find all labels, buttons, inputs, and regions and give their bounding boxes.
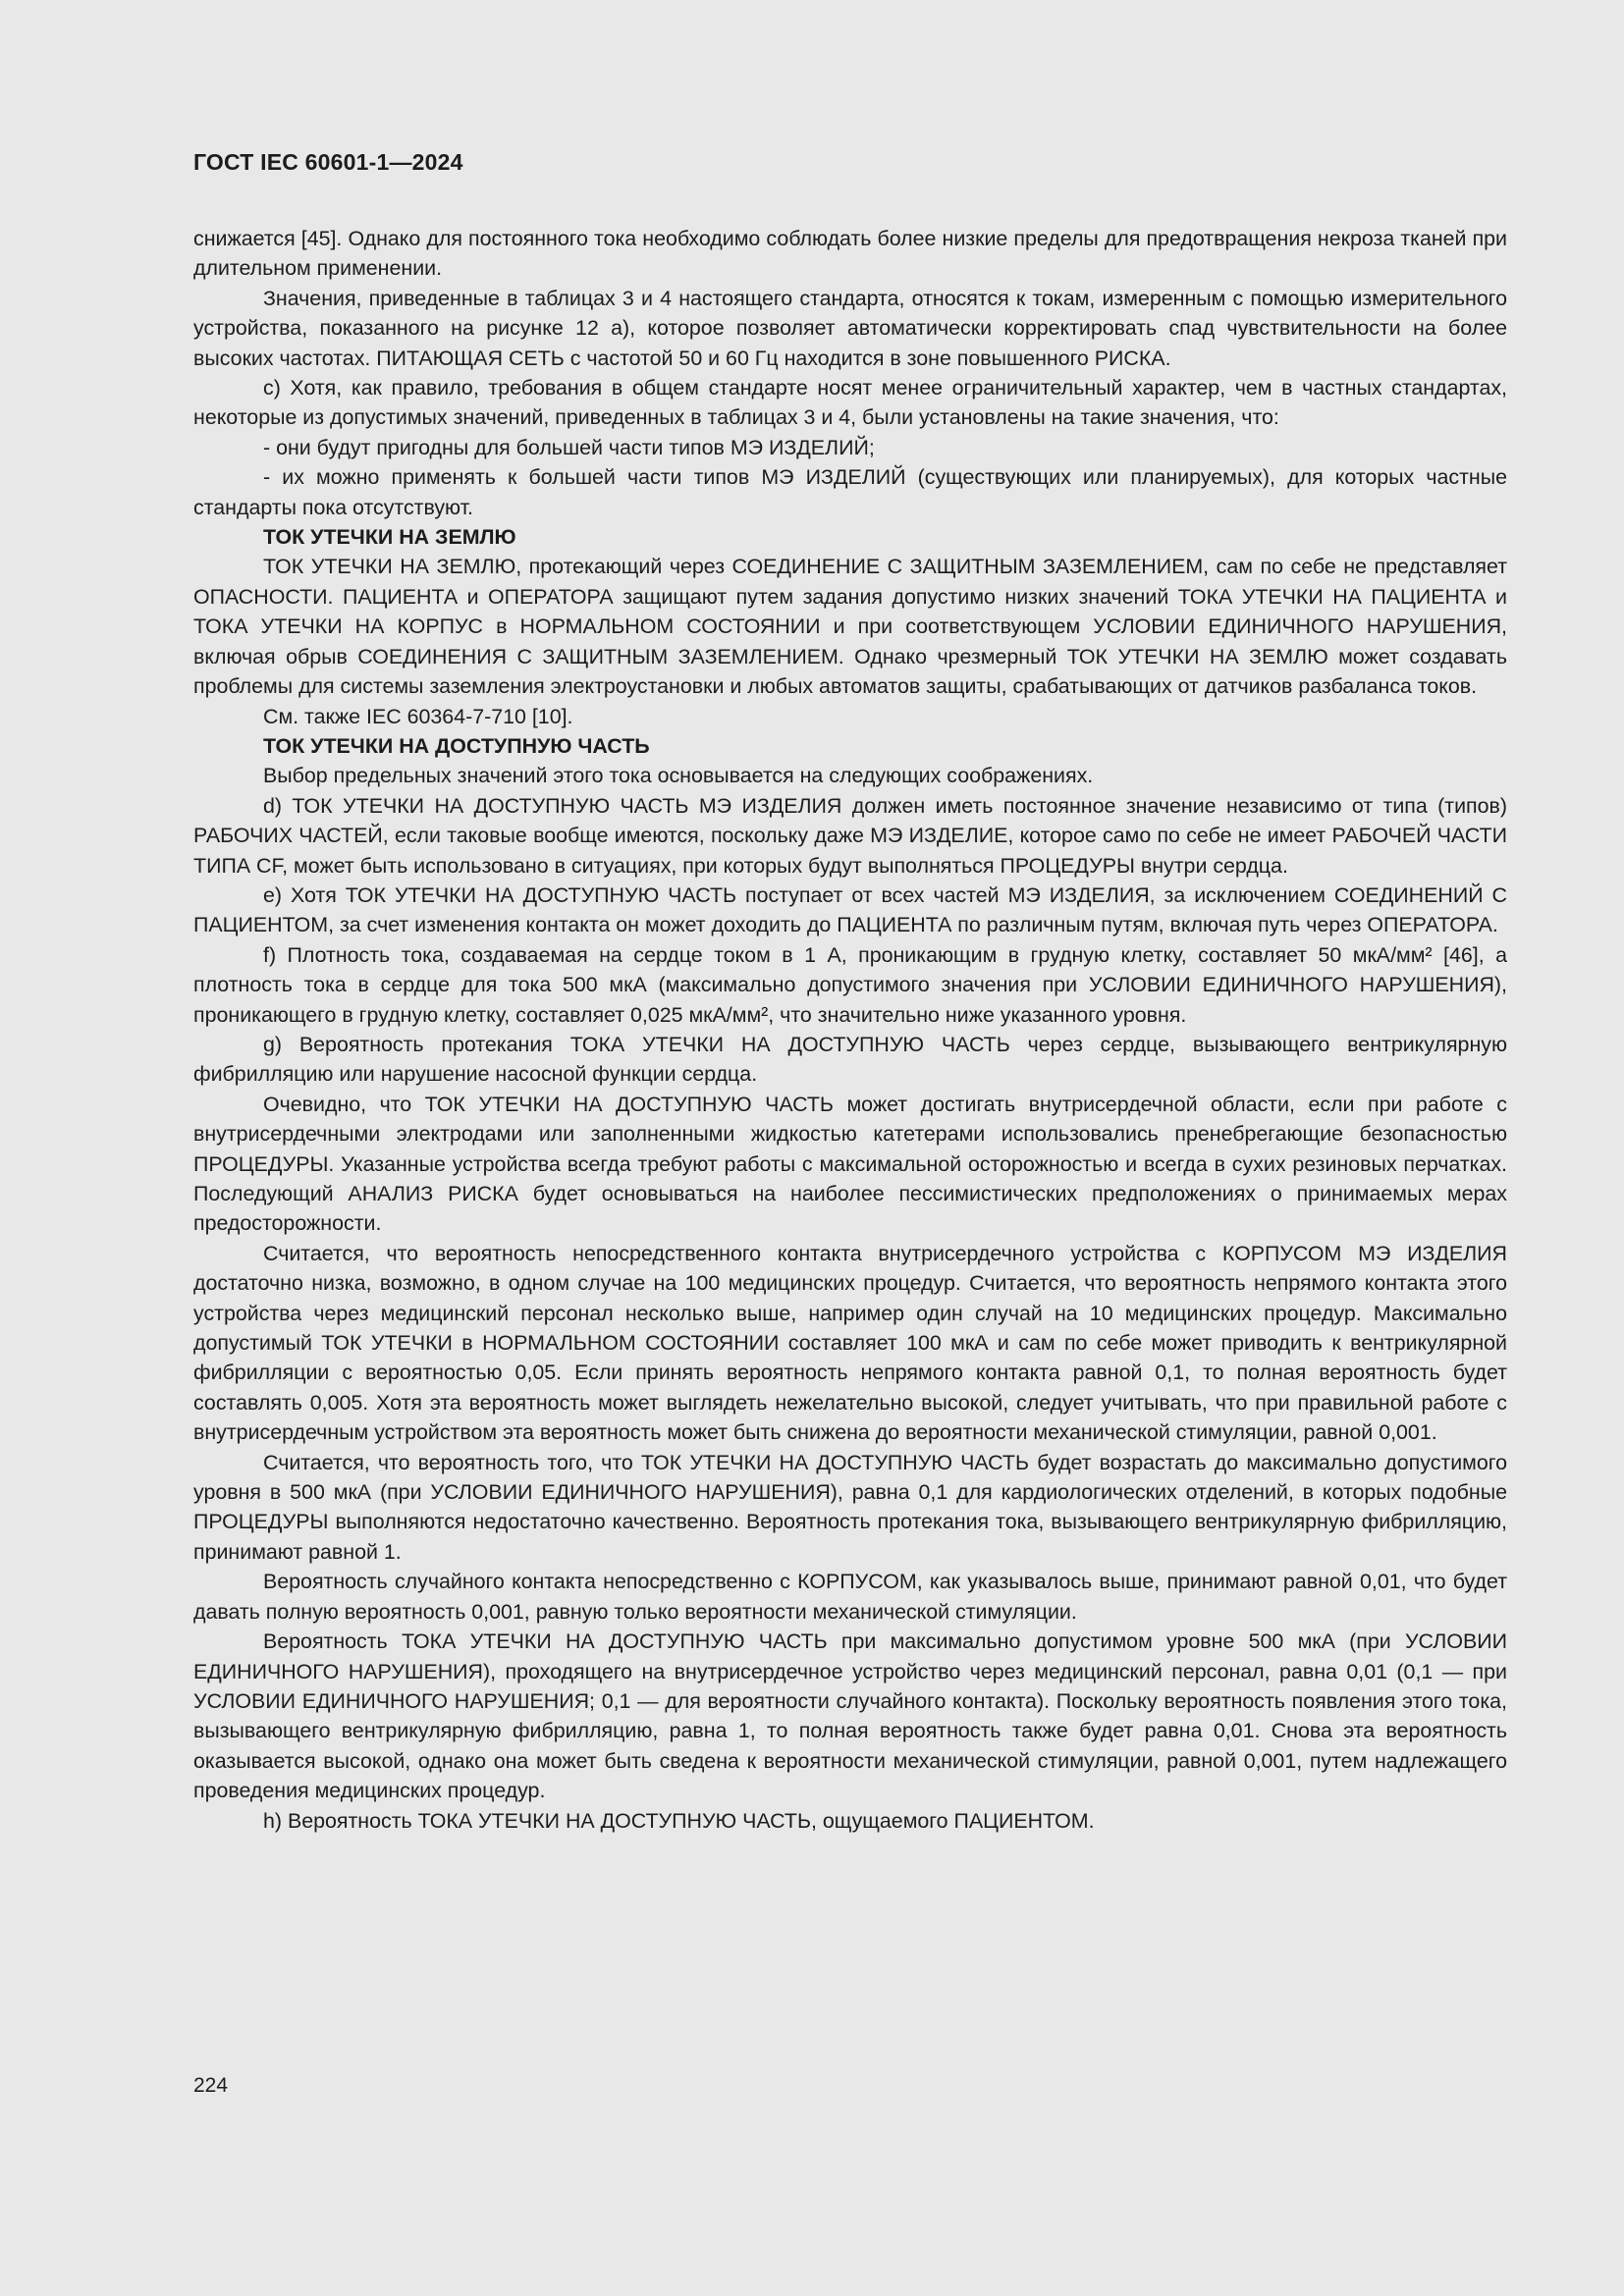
dash-list-item: - они будут пригодны для большей части типов МЭ ИЗДЕЛИЙ;	[263, 435, 875, 459]
section-heading: ТОК УТЕЧКИ НА ЗЕМЛЮ	[263, 525, 516, 550]
paragraph: См. также IEC 60364-7-710 [10].	[263, 704, 573, 728]
list-item-g: g) Вероятность протекания ТОКА УТЕЧКИ НА ДОСТУПНУЮ ЧАСТЬ через сердце, вызывающего вентрикулярную фибрилляцию или нарушение насосной функции сердца.	[193, 1032, 1507, 1087]
paragraph: Считается, что вероятность того, что ТОК УТЕЧКИ НА ДОСТУПНУЮ ЧАСТЬ будет возрастать до максимально допустимого уровня в 500 мкА (при УСЛОВИИ ЕДИНИЧНОГО НАРУШЕНИЯ), равна 0,1 для кардиологических отделений, в которых подобные ПРОЦЕДУРЫ выполняются недостаточно качественно. Вероятность протекания тока, вызывающего вентрикулярную фибрилляцию, принимают равной 1.	[193, 1450, 1507, 1564]
list-item-h: h) Вероятность ТОКА УТЕЧКИ НА ДОСТУПНУЮ ЧАСТЬ, ощущаемого ПАЦИЕНТОМ.	[263, 1808, 1095, 1833]
paragraph: Выбор предельных значений этого тока основывается на следующих соображениях.	[263, 764, 1094, 788]
paragraph: Очевидно, что ТОК УТЕЧКИ НА ДОСТУПНУЮ ЧАСТЬ может достигать внутрисердечной области, если при работе с внутрисердечными электродами или заполненными жидкостью катетерами использовались пренебрегающие безопасностью ПРОЦЕДУРЫ. Указанные устройства всегда требуют работы с максимальной осторожностью и всегда в сухих резиновых перчатках. Последующий АНАЛИЗ РИСКА будет основываться на наиболее пессимистических предположениях о принимаемых мерах предосторожности.	[193, 1092, 1507, 1236]
list-item-f: f) Плотность тока, создаваемая на сердце током в 1 А, проникающим в грудную клетку, составляет 50 мкА/мм² [46], а плотность тока в сердце для тока 500 мкА (максимально допустимого значения при УСЛОВИИ ЕДИНИЧНОГО НАРУШЕНИЯ), проникающего в грудную клетку, составляет 0,025 мкА/мм², что значительно ниже указанного уровня.	[193, 942, 1507, 1027]
section-heading: ТОК УТЕЧКИ НА ДОСТУПНУЮ ЧАСТЬ	[263, 733, 650, 758]
paragraph: снижается [45]. Однако для постоянного тока необходимо соблюдать более низкие пределы для предотвращения некроза тканей при длительном применении.	[193, 227, 1507, 281]
body-text	[193, 224, 1507, 1836]
paragraph: ТОК УТЕЧКИ НА ЗЕМЛЮ, протекающий через СОЕДИНЕНИЕ С ЗАЩИТНЫМ ЗАЗЕМЛЕНИЕМ, сам по себе не представляет ОПАСНОСТИ. ПАЦИЕНТА и ОПЕРАТОРА защищают путем задания допустимо низких значений ТОКА УТЕЧКИ НА ПАЦИЕНТА и ТОКА УТЕЧКИ НА КОРПУС в НОРМАЛЬНОМ СОСТОЯНИИ и при соответствующем УСЛОВИИ ЕДИНИЧНОГО НАРУШЕНИЯ, включая обрыв СОЕДИНЕНИЯ С ЗАЩИТНЫМ ЗАЗЕМЛЕНИЕМ. Однако чрезмерный ТОК УТЕЧКИ НА ЗЕМЛЮ может создавать проблемы для системы заземления электроустановки и любых автоматов защиты, срабатывающих от датчиков разбаланса токов.	[193, 555, 1507, 699]
list-item-c: c) Хотя, как правило, требования в общем стандарте носят менее ограничительный характер, чем в частных стандартах, некоторые из допустимых значений, приведенных в таблицах 3 и 4, были установлены на такие значения, что:	[193, 376, 1507, 430]
paragraph: Значения, приведенные в таблицах 3 и 4 настоящего стандарта, относятся к токам, измеренным с помощью измерительного устройства, показанного на рисунке 12 а), которое позволяет автоматически корректировать спад чувствительности на более высоких частотах. ПИТАЮЩАЯ СЕТЬ с частотой 50 и 60 Гц находится в зоне повышенного РИСКА.	[193, 286, 1507, 370]
list-item-e: е) Хотя ТОК УТЕЧКИ НА ДОСТУПНУЮ ЧАСТЬ поступает от всех частей МЭ ИЗДЕЛИЯ, за исключением СОЕДИНЕНИЙ С ПАЦИЕНТОМ, за счет изменения контакта он может доходить до ПАЦИЕНТА по различным путям, включая путь через ОПЕРАТОРА.	[193, 882, 1507, 937]
running-header: ГОСТ IEC 60601-1—2024	[193, 149, 463, 175]
page-number: 224	[193, 2074, 229, 2097]
paragraph: Считается, что вероятность непосредственного контакта внутрисердечного устройства с КОРПУСОМ МЭ ИЗДЕЛИЯ достаточно низка, возможно, в одном случае на 100 медицинских процедур. Считается, что вероятность непрямого контакта этого устройства через медицинский персонал несколько выше, например один случай на 10 медицинских процедур. Максимально допустимый ТОК УТЕЧКИ в НОРМАЛЬНОМ СОСТОЯНИИ составляет 100 мкА и сам по себе может приводить к вентрикулярной фибрилляции с вероятностью 0,05. Если принять вероятность непрямого контакта равной 0,1, то полная вероятность будет составлять 0,005. Хотя эта вероятность может выглядеть нежелательно высокой, следует учитывать, что при правильной работе с внутрисердечным устройством эта вероятность может быть снижена до вероятности механической стимуляции, равной 0,001.	[193, 1241, 1507, 1445]
list-item-d: d) ТОК УТЕЧКИ НА ДОСТУПНУЮ ЧАСТЬ МЭ ИЗДЕЛИЯ должен иметь постоянное значение независимо от типа (типов) РАБОЧИХ ЧАСТЕЙ, если таковые вообще имеются, поскольку даже МЭ ИЗДЕЛИЕ, которое само по себе не имеет РАБОЧЕЙ ЧАСТИ ТИПА CF, может быть использовано в ситуациях, при которых будут выполняться ПРОЦЕДУРЫ внутри сердца.	[193, 793, 1507, 878]
paragraph: Вероятность ТОКА УТЕЧКИ НА ДОСТУПНУЮ ЧАСТЬ при максимально допустимом уровне 500 мкА (при УСЛОВИИ ЕДИНИЧНОГО НАРУШЕНИЯ), проходящего на внутрисердечное устройство через медицинский персонал, равна 0,01 (0,1 — при УСЛОВИИ ЕДИНИЧНОГО НАРУШЕНИЯ; 0,1 — для вероятности случайного контакта). Поскольку вероятность появления этого тока, вызывающего вентрикулярную фибрилляцию, равна 1, то полная вероятность также будет равна 0,01. Снова эта вероятность оказывается высокой, однако она может быть сведена к вероятности механической стимуляции, равной 0,001, путем надлежащего проведения медицинских процедур.	[193, 1629, 1507, 1803]
paragraph: Вероятность случайного контакта непосредственно с КОРПУСОМ, как указывалось выше, принимают равной 0,01, что будет давать полную вероятность 0,001, равную только вероятности механической стимуляции.	[193, 1570, 1507, 1624]
dash-list-item: - их можно применять к большей части типов МЭ ИЗДЕЛИЙ (существующих или планируемых), для которых частные стандарты пока отсутствуют.	[193, 465, 1507, 519]
